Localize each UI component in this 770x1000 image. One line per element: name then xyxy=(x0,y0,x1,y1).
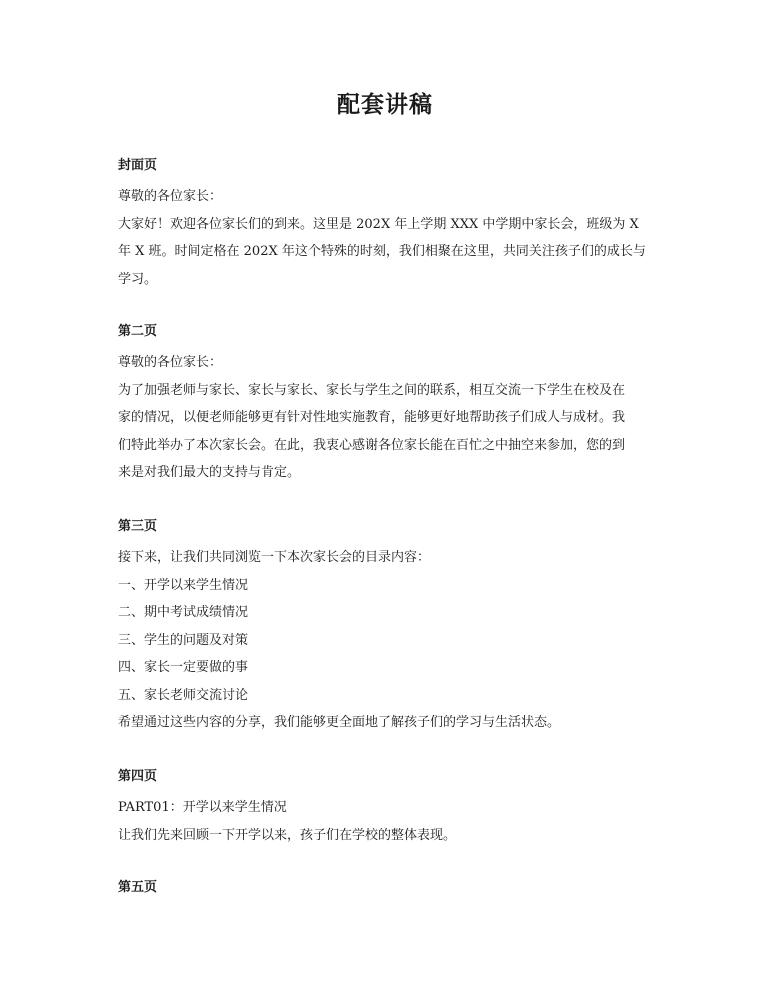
paragraph-line: 年 X 班。时间定格在 202X 年这个特殊的时刻，我们相聚在这里，共同关注孩子们的成长与 xyxy=(118,244,646,259)
paragraph-line: 尊敬的各位家长： xyxy=(118,355,223,370)
list-item: 二、期中考试成绩情况 xyxy=(118,605,249,620)
list-item: 四、家长一定要做的事 xyxy=(118,660,249,675)
paragraph-line: 家的情况，以便老师能够更有针对性地实施教育，能够更好地帮助孩子们成人与成材。我 xyxy=(118,410,626,425)
paragraph-line: 们特此举办了本次家长会。在此，我衷心感谢各位家长能在百忙之中抽空来参加，您的到 xyxy=(118,437,626,453)
paragraph-line: 学习。 xyxy=(118,271,158,287)
paragraph-line: 来是对我们最大的支持与肯定。 xyxy=(118,465,301,480)
paragraph-line: 为了加强老师与家长、家长与家长、家长与学生之间的联系，相互交流一下学生在校及在 xyxy=(118,382,626,398)
paragraph-line: 大家好！欢迎各位家长们的到来。这里是 202X 年上学期 XXX 中学期中家长会，班级为 X xyxy=(118,216,639,232)
document-title: 配套讲稿 xyxy=(337,91,433,118)
section-heading: 第三页 xyxy=(118,519,158,534)
section-heading: 第二页 xyxy=(118,324,158,339)
list-item: 三、学生的问题及对策 xyxy=(118,632,249,648)
paragraph-line: 尊敬的各位家长： xyxy=(118,189,223,204)
section-page-3 xyxy=(118,518,658,737)
list-item: 一、开学以来学生情况 xyxy=(118,577,249,593)
section-heading: 第四页 xyxy=(118,769,158,784)
section-page-5 xyxy=(118,879,658,905)
paragraph-line: PART01：开学以来学生情况 xyxy=(118,800,287,815)
section-page-4 xyxy=(118,768,658,849)
section-page-2 xyxy=(118,323,658,487)
paragraph-line: 让我们先来回顾一下开学以来，孩子们在学校的整体表现。 xyxy=(118,827,457,843)
section-heading: 封面页 xyxy=(118,158,158,173)
section-cover xyxy=(118,157,658,293)
section-heading: 第五页 xyxy=(118,880,158,895)
paragraph-line: 接下来，让我们共同浏览一下本次家长会的目录内容： xyxy=(118,550,431,565)
list-item: 五、家长老师交流讨论 xyxy=(118,687,249,703)
paragraph-line: 希望通过这些内容的分享，我们能够更全面地了解孩子们的学习与生活状态。 xyxy=(118,715,561,730)
